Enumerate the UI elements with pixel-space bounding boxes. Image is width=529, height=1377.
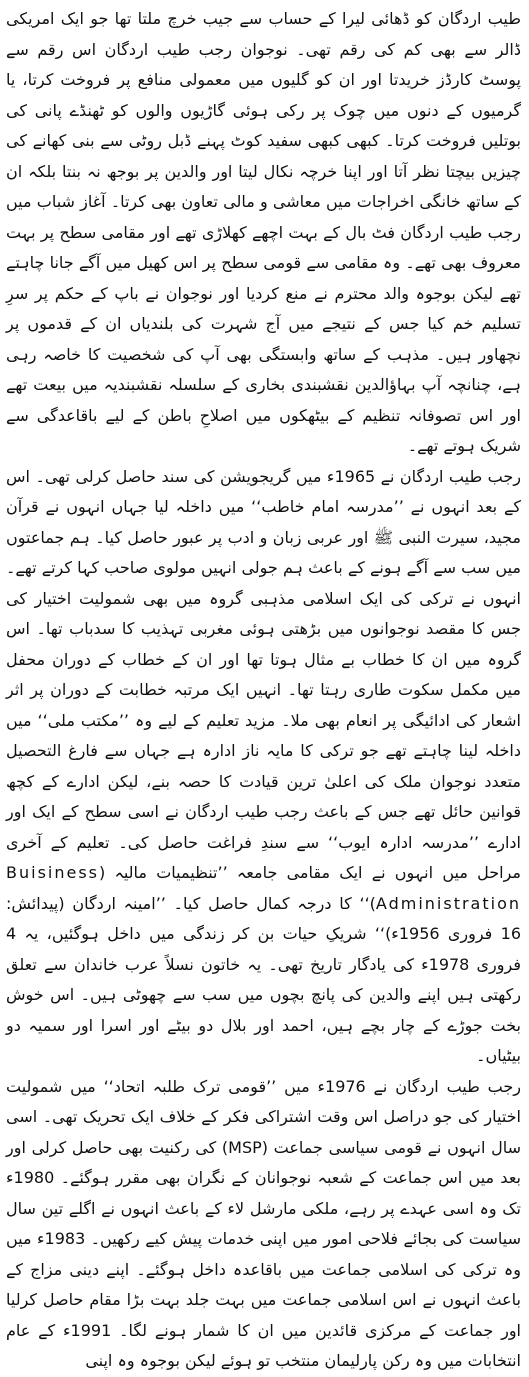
english-term: Buisiness Administration xyxy=(6,863,521,913)
paragraph-early-life: طیب اردگان کو ڈھائی لیرا کے حساب سے جیب خرچ ملتا تھا جو ایک امریکی ڈالر سے بھی کم کی رقم تھی۔ نوجوان رجب طیب اردگان اس رقم سے پوسٹ کارڈز خریدتا اور ان کو گلیوں میں معمولی منافع پر فروخت کرتا، یا گرمیوں کے دنوں میں چوک پر رکی ہوئی گاڑیوں والوں کو ٹھنڈے پانی کی بوتلیں فروخت کرتا۔ کبھی کبھی سفید کوٹ پہنے ڈبل روٹی سے بنی کھانے کی چیزیں بیچتا نظر آتا اور اپنا خرچہ نکال لیتا اور والدین پر بوجھ نہ بنتا بلکہ ان کے ساتھ خانگی اخراجات میں معاشی و مالی تعاون بھی کرتا۔ آغاز شباب میں رجب طیب اردگان فٹ بال کے بہت اچھے کھلاڑی تھے اور مقامی سطح پر بہت معروف بھی تھے۔ وہ مقامی سے قومی سطح پر اس کھیل میں آگے جانا چاہتے تھے لیکن بوجوہ والد محترم نے منع کردیا اور نوجوان نے باپ کے حکم پر سرِ تسلیم خم کیا جس کے نتیجے میں آج شہرت کی بلندیاں ان کے قدموں پر نچھاور ہیں۔ مذہب کے ساتھ وابستگی بھی آپ کی شخصیت کا خاصہ رہی ہے، چنانچہ آپ بہاؤالدین نقشبندی بخاری کے سلسلہ نقشبندیہ میں بیعت تھے اور اس تصوفانہ تنظیم کے بیٹھکوں میں اصلاحِ باطن کے لیے باقاعدگی سے شریک ہوتے تھے۔ xyxy=(6,9,521,455)
paragraph-education xyxy=(6,462,521,1072)
paragraph-political-career: رجب طیب اردگان نے 1976ء میں ’’قومی ترک طلبہ اتحاد‘‘ میں شمولیت اختیار کی جو دراصل اس وقت اشتراکی فکر کے خلاف ایک تحریک تھی۔ اسی سال انہوں نے قومی سیاسی جماعت (MSP) کی رکنیت بھی حاصل کرلی اور بعد میں اس جماعت کے شعبہ نوجوانان کے نگران بھی مقرر ہوگئے۔ 1980ء تک وہ اسی عہدے پر رہے، ملکی مارشل لاء کے باعث انہوں نے اگلے تین سال سیاست کی بجائے فلاحی امور میں اپنی خدمات پیش کیے رکھیں۔ 1983ء میں وہ ترکی کی اسلامی جماعت میں باقاعدہ داخل ہوگئے۔ اپنے دینی مزاج کے باعث انہوں نے اس اسلامی جماعت میں بہت جلد بہت بڑا مقام حاصل کرلیا اور جماعت کے مرکزی قائدین میں ان کا شمار ہونے لگا۔ 1991ء کے عام انتخابات میں وہ رکن پارلیمان منتخب تو ہوئے لیکن بوجوہ وہ اپنی xyxy=(6,1076,522,1370)
education-text-continued: )‘‘ کا درجہ کمال حاصل کیا۔ ’’امینہ اردگان (پیدائش: 16 فروری 1956ء)‘‘ شریکِ حیات بن کر زندگی میں داخل ہوگئیں، یہ 4 فروری 1978ء کی یادگار تاریخ تھی۔ یہ خاتون نسلاً عرب خاندان سے تعلق رکھتی ہیں اپنے والدین کی پانچ بچوں میں سب سے چھوٹی ہیں۔ اس خوش بخت جوڑے کے چار بچے ہیں، احمد اور بلال دو بیٹے اور اسرا اور سمیہ دو بیٹیاں۔ xyxy=(6,893,522,1065)
education-text: رجب طیب اردگان نے 1965ء میں گریجویشن کی سند حاصل کرلی تھی۔ اس کے بعد انہوں نے ’’مدرسہ امام خاطب‘‘ میں داخلہ لیا جہاں انہوں نے قرآن مجید، سیرت النبی ﷺ اور عربی زبان و ادب پر عبور حاصل کیا۔ ہم جماعتوں میں سب سے آگے ہونے کے باعث ہم جولی انہیں مولوی صاحب کہا کرتے تھے۔ انہوں نے ترکی کی ایک اسلامی مذہبی گروہ میں بھی شمولیت اختیار کی جس کا مقصد نوجوانوں میں بڑھتی ہوئی مغربی تہذیب کا سدباب تھا۔ اس گروہ میں ان کا خطاب بے مثال ہوتا تھا اور ان کے خطاب کے دوران محفل میں مکمل سکوت طاری رہتا تھا۔ انہیں ایک مرتبہ خطابت کے دوران پر اثر اشعار کی ادائیگی پر انعام بھی ملا۔ مزید تعلیم کے لیے وہ ’’مکتب ملی‘‘ میں داخلہ لینا چاہتے تھے جو ترکی کا مایہ ناز ادارہ ہے جہاں سے فارغ التحصیل متعدد نوجوان ملک کی اعلیٰ ترین قیادت کا حصہ بنے، لیکن ادارے کے کچھ قوانین حائل تھے جس کے باعث رجب طیب اردگان نے اسی سطح کے ایک اور ادارے ’’مدرسہ ادارہ ایوب‘‘ سے سندِ فراغت حاصل کی۔ تعلیم کے آخری مراحل میں انہوں نے ایک مقامی جامعہ ’’تنظیمیات مالیہ ( xyxy=(6,466,521,882)
